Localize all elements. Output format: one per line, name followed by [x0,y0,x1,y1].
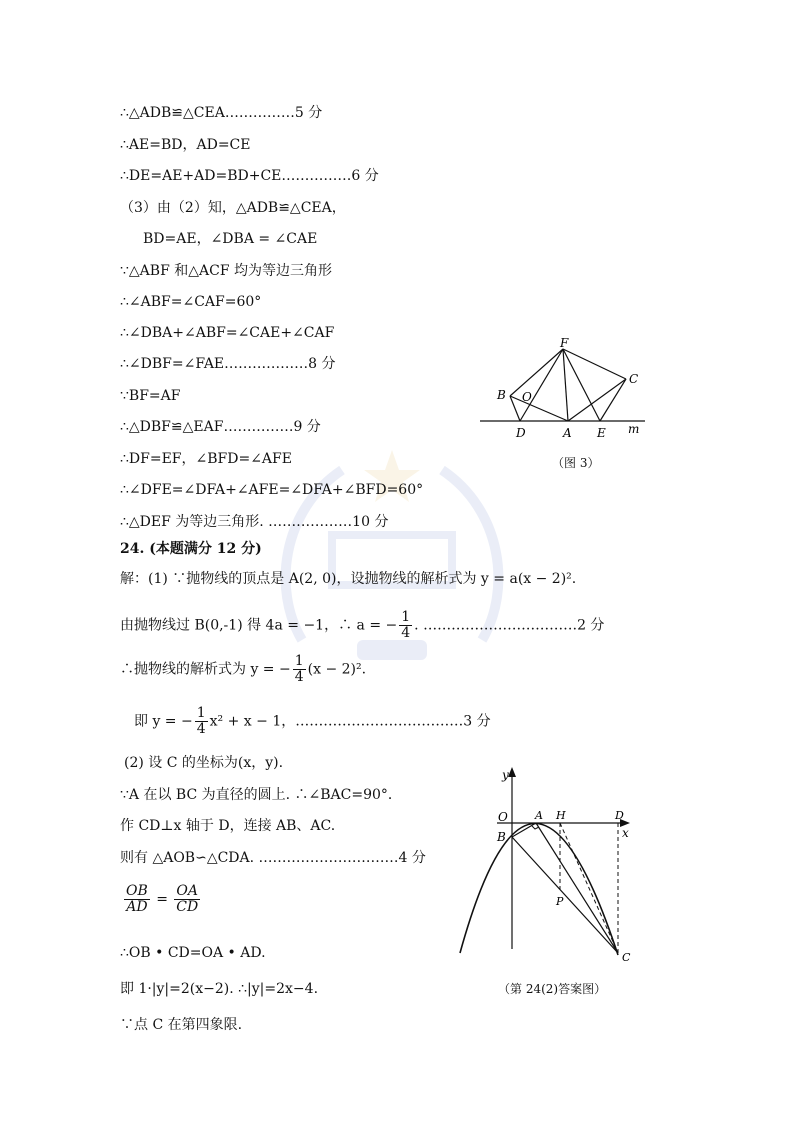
segment-BA [512,823,536,837]
segment-FB [510,349,563,396]
segment-HC [560,823,618,953]
segment-BC [512,837,618,953]
solution-line-4: 即 y = − $\frac{1}{4}$ x² + x − 1，………………………………3 分 [134,705,491,737]
proof-line-5: BD=AE，∠DBA = ∠CAE [143,231,318,247]
solution-line-6: ∵A 在以 BC 为直径的圆上. ∴∠BAC=90°． [120,787,402,803]
proof-line-12: ∴DF=EF，∠BFD=∠AFE [120,451,292,467]
solution-line-1: 解：(1) ∵抛物线的顶点是 A(2, 0)，设抛物线的解析式为 y = a(x − 2)². [120,571,577,587]
solution-line-3: ∴抛物线的解析式为 y = − $\frac{1}{4}$ (x − 2)². [120,653,367,685]
figure-3-diagram [480,335,660,445]
figure-24-diagram [452,765,652,970]
proof-line-14: ∴△DEF 为等边三角形. ………………10 分 [120,514,389,530]
solution-line-10: ∴OB • CD=OA • AD. [120,945,266,961]
label-B: B [497,388,506,402]
solution-line-8: 则有 △AOB∽△CDA. …………………………4 分 [120,850,426,866]
solution-line-11: 即 1·|y|=2(x−2). ∴|y|=2x−4. [120,981,319,997]
fraction-quarter: $\frac{1}{4}$ [196,705,206,737]
label-E: E [597,426,606,440]
label-m: m [628,422,640,436]
fraction-quarter: $\frac{1}{4}$ [401,609,411,641]
y-axis-arrow [508,767,516,777]
segment-FA [563,349,568,421]
label-A: A [563,426,572,440]
proof-line-13: ∴∠DFE=∠DFA+∠AFE=∠DFA+∠BFD=60° [120,482,424,498]
proof-line-10: ∵BF=AF [120,388,181,404]
figure-24-caption: （第 24(2)答案图） [498,982,607,996]
parabola [460,823,618,955]
label-C: C [622,951,631,964]
figure-3-caption: （图 3） [552,456,600,470]
label-B: B [497,830,506,844]
segment-CE [600,379,626,421]
label-A: A [535,809,543,822]
proof-line-6: ∵△ABF 和△ACF 均为等边三角形 [120,263,332,279]
solution-line-7: 作 CD⊥x 轴于 D，连接 AB、AC. [120,818,336,834]
proof-line-9: ∴∠DBF=∠FAE………………8 分 [120,356,336,372]
proof-line-7: ∴∠ABF=∠CAF=60° [120,294,262,310]
label-C: C [629,372,639,386]
label-O: O [498,810,508,824]
ratio-equation: $\frac{OB}{AD}$ = $\frac{OA}{CD}$ [126,883,199,915]
solution-line-2: 由抛物线过 B(0,-1) 得 4a = −1，∴ a = − $\frac{1}{4}$ . ……………………………2 分 [120,609,605,641]
segment-FC [563,349,626,379]
label-D: D [516,426,526,440]
segment-AC [536,823,618,953]
proof-line-4: （3）由（2）知，△ADB≌△CEA， [120,200,346,216]
label-F: F [560,336,569,350]
label-P: P [556,895,564,908]
proof-line-11: ∴△DBF≌△EAF……………9 分 [120,419,321,435]
label-y: y [502,768,509,782]
solution-line-5: (2) 设 C 的坐标为(x，y). [124,755,284,771]
proof-line-1: ∴△ADB≌△CEA……………5 分 [120,105,323,121]
label-O: O [522,390,532,404]
label-D: D [615,809,624,822]
proof-line-2: ∴AE=BD，AD=CE [120,137,251,153]
fraction-quarter: $\frac{1}{4}$ [294,653,304,685]
proof-line-3: ∴DE=AE+AD=BD+CE……………6 分 [120,168,379,184]
solution-line-12: ∵点 C 在第四象限. [120,1017,243,1033]
label-H: H [556,809,566,822]
question-24-heading: 24. (本题满分 12 分) [120,541,262,557]
proof-line-8: ∴∠DBA+∠ABF=∠CAE+∠CAF [120,325,335,341]
label-x: x [622,826,629,840]
segment-FE [563,349,600,421]
